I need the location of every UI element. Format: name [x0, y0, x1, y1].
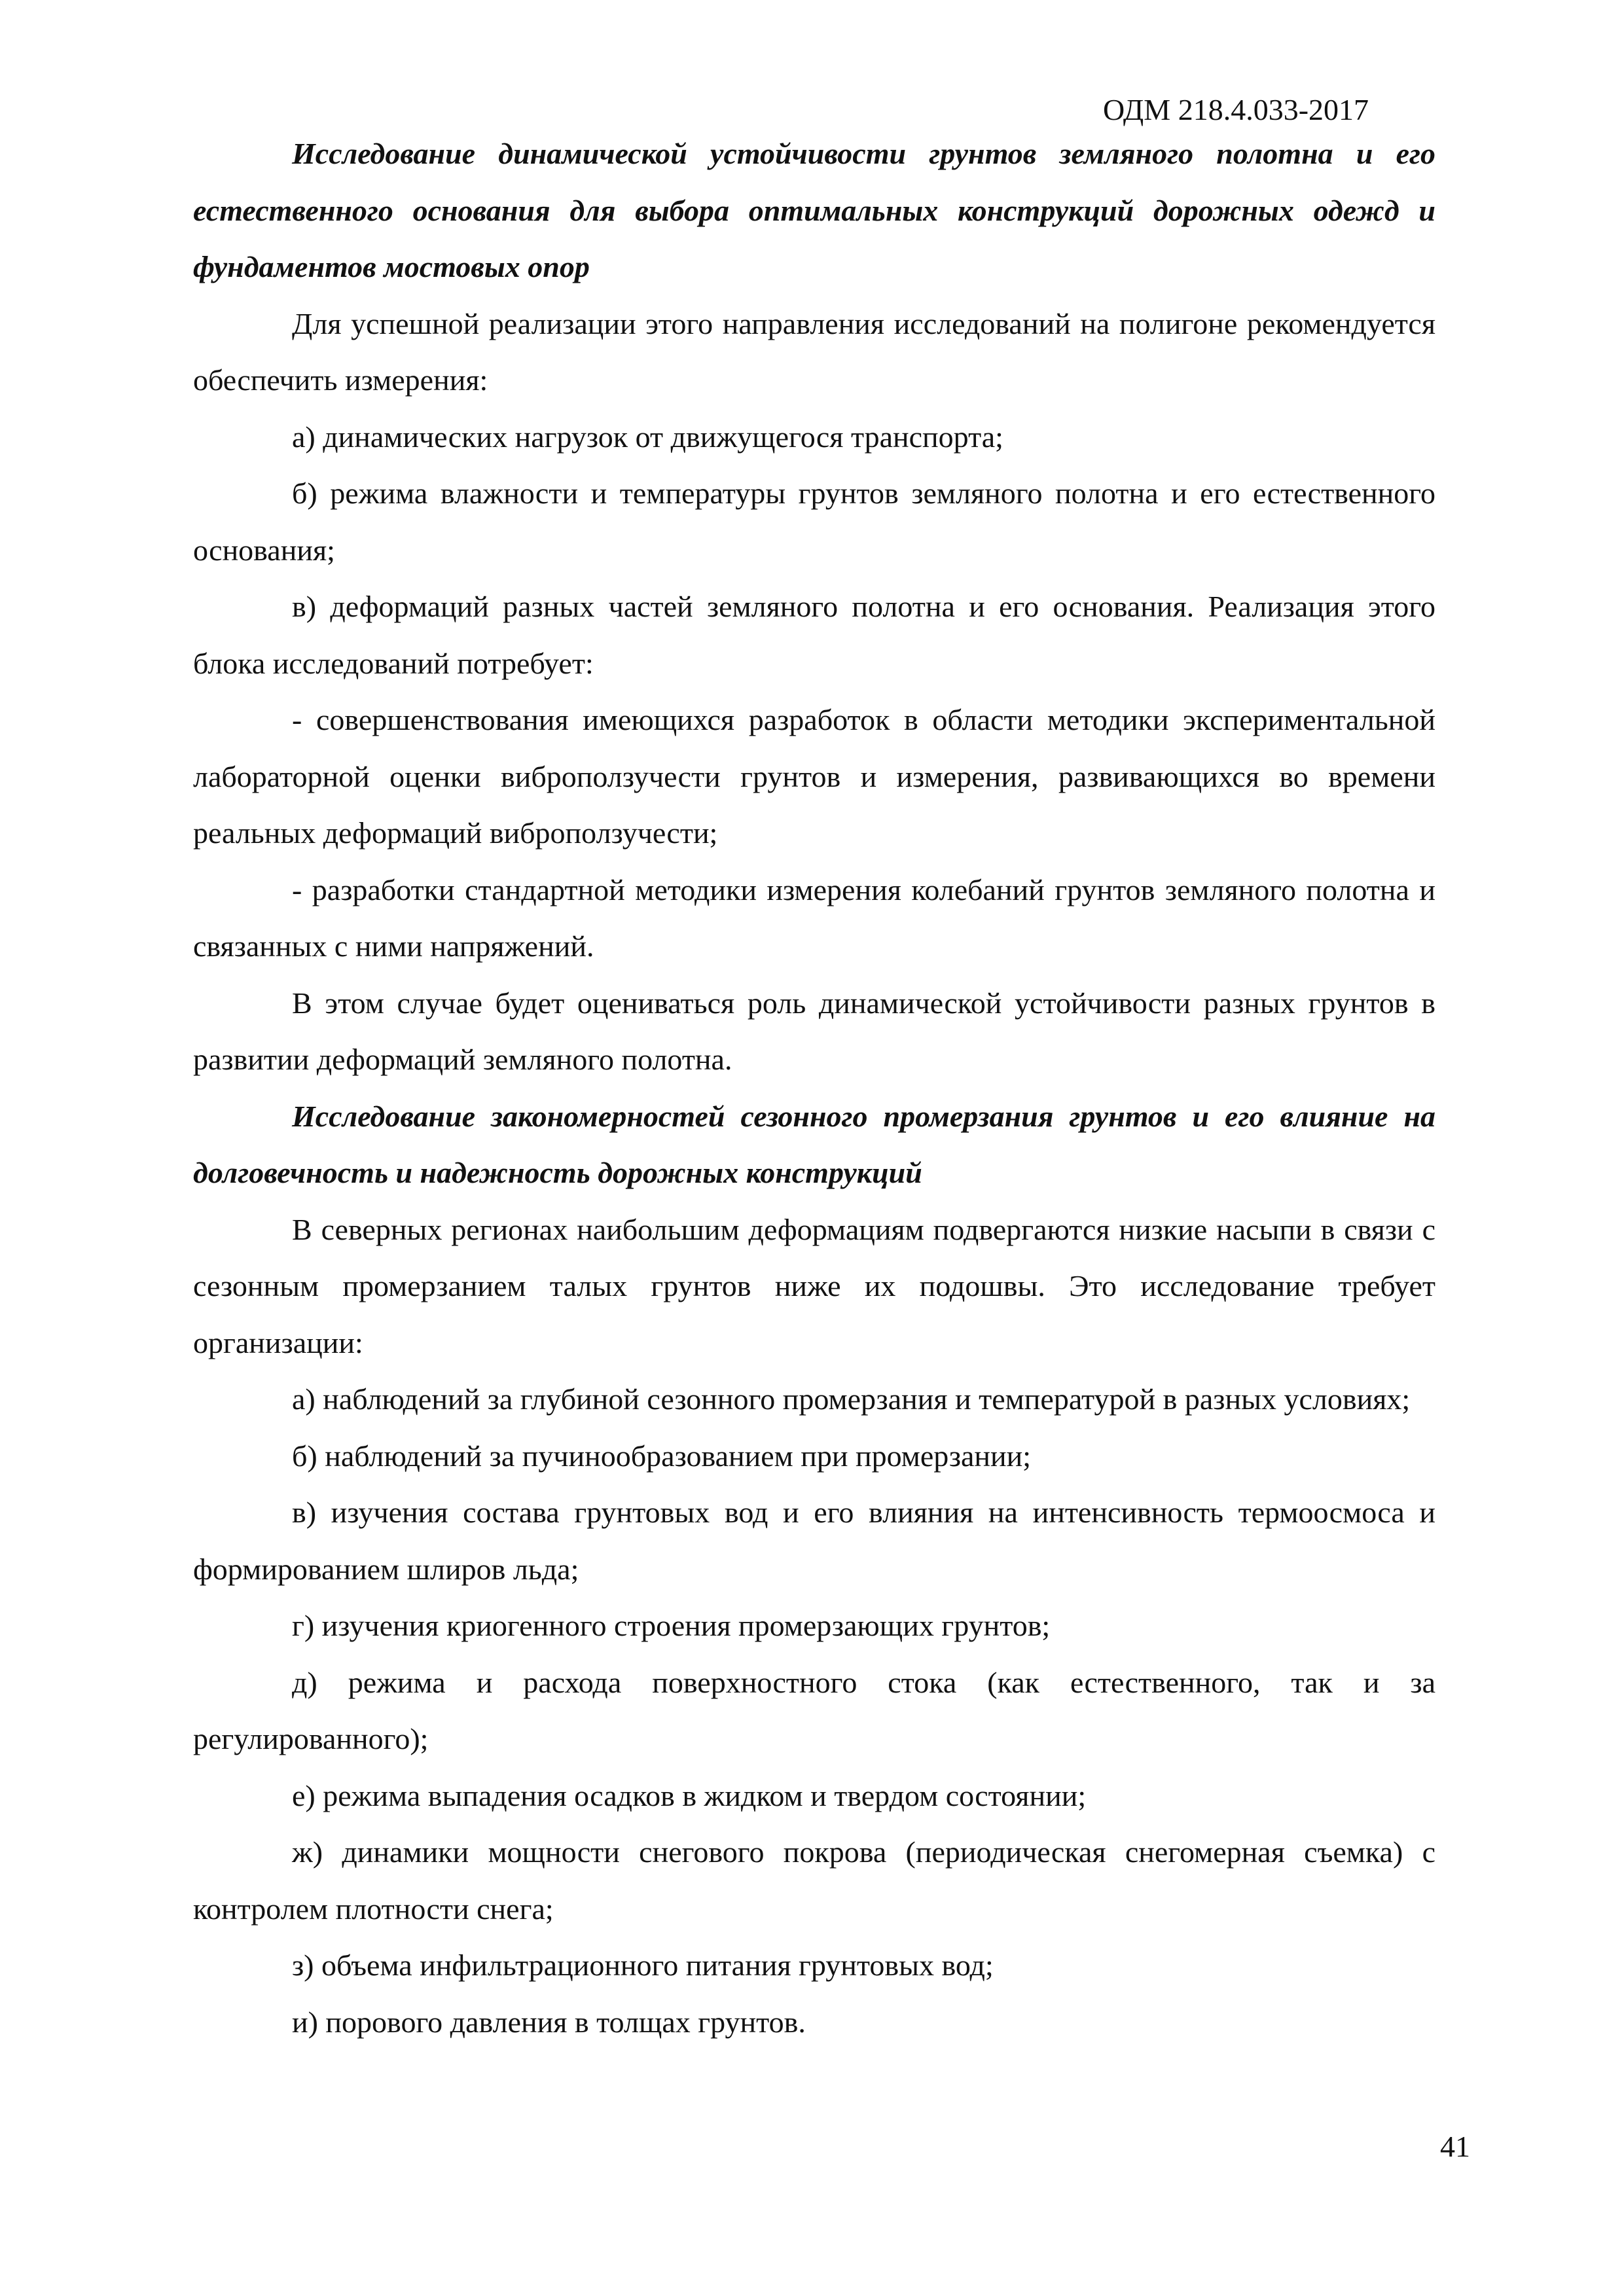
page-number: 41: [1440, 2130, 1470, 2163]
section-heading-dynamic-stability: Исследование динамической устойчивости грунтов земляного полотна и его естественного основания для выбора оптимальных конструкций дорожных одежд и фундаментов мостовых опор: [193, 137, 1435, 283]
list-item: б) наблюдений за пучинообразованием при промерзании;: [292, 1439, 1032, 1473]
list-item: з) объема инфильтрационного питания грунтовых вод;: [292, 1948, 994, 1982]
list-item: д) режима и расхода поверхностного стока (как естественного, так и за регулированного);: [193, 1665, 1435, 1755]
list-item: г) изучения криогенного строения промерзающих грунтов;: [292, 1609, 1051, 1642]
paragraph: Для успешной реализации этого направления исследований на полигоне рекомендуется обеспечить измерения:: [193, 306, 1435, 397]
document-body: [193, 126, 1435, 2051]
list-item: в) деформаций разных частей земляного полотна и его основания. Реализация этого блока исследований потребует:: [193, 590, 1435, 680]
paragraph: В этом случае будет оцениваться роль динамической устойчивости разных грунтов в развитии деформаций земляного полотна.: [193, 986, 1435, 1076]
list-item: а) наблюдений за глубиной сезонного промерзания и температурой в разных условиях;: [292, 1382, 1411, 1416]
list-item: е) режима выпадения осадков в жидком и твердом состоянии;: [292, 1778, 1087, 1812]
list-item: ж) динамики мощности снегового покрова (периодическая снегомерная съемка) с контролем плотности снега;: [193, 1835, 1435, 1926]
paragraph: В северных регионах наибольшим деформациям подвергаются низкие насыпи в связи с сезонным промерзанием талых грунтов ниже их подошвы. Это исследование требует организации:: [193, 1212, 1435, 1359]
list-item: и) порового давления в толщах грунтов.: [292, 2005, 806, 2039]
list-item: - разработки стандартной методики измерения колебаний грунтов земляного полотна и связанных с ними напряжений.: [193, 872, 1435, 963]
list-item: б) режима влажности и температуры грунтов земляного полотна и его естественного основания;: [193, 476, 1435, 567]
list-item: а) динамических нагрузок от движущегося транспорта;: [292, 420, 1003, 454]
section-heading-seasonal-freezing: Исследование закономерностей сезонного промерзания грунтов и его влияние на долговечность и надежность дорожных конструкций: [193, 1099, 1435, 1189]
document-code-header: ОДМ 218.4.033-2017: [1103, 93, 1369, 126]
list-item: в) изучения состава грунтовых вод и его влияния на интенсивность термоосмоса и формированием шлиров льда;: [193, 1496, 1435, 1586]
list-item: - совершенствования имеющихся разработок в области методики экспериментальной лабораторной оценки виброползучести грунтов и измерения, развивающихся во времени реальных деформаций виброползучести;: [193, 703, 1435, 850]
